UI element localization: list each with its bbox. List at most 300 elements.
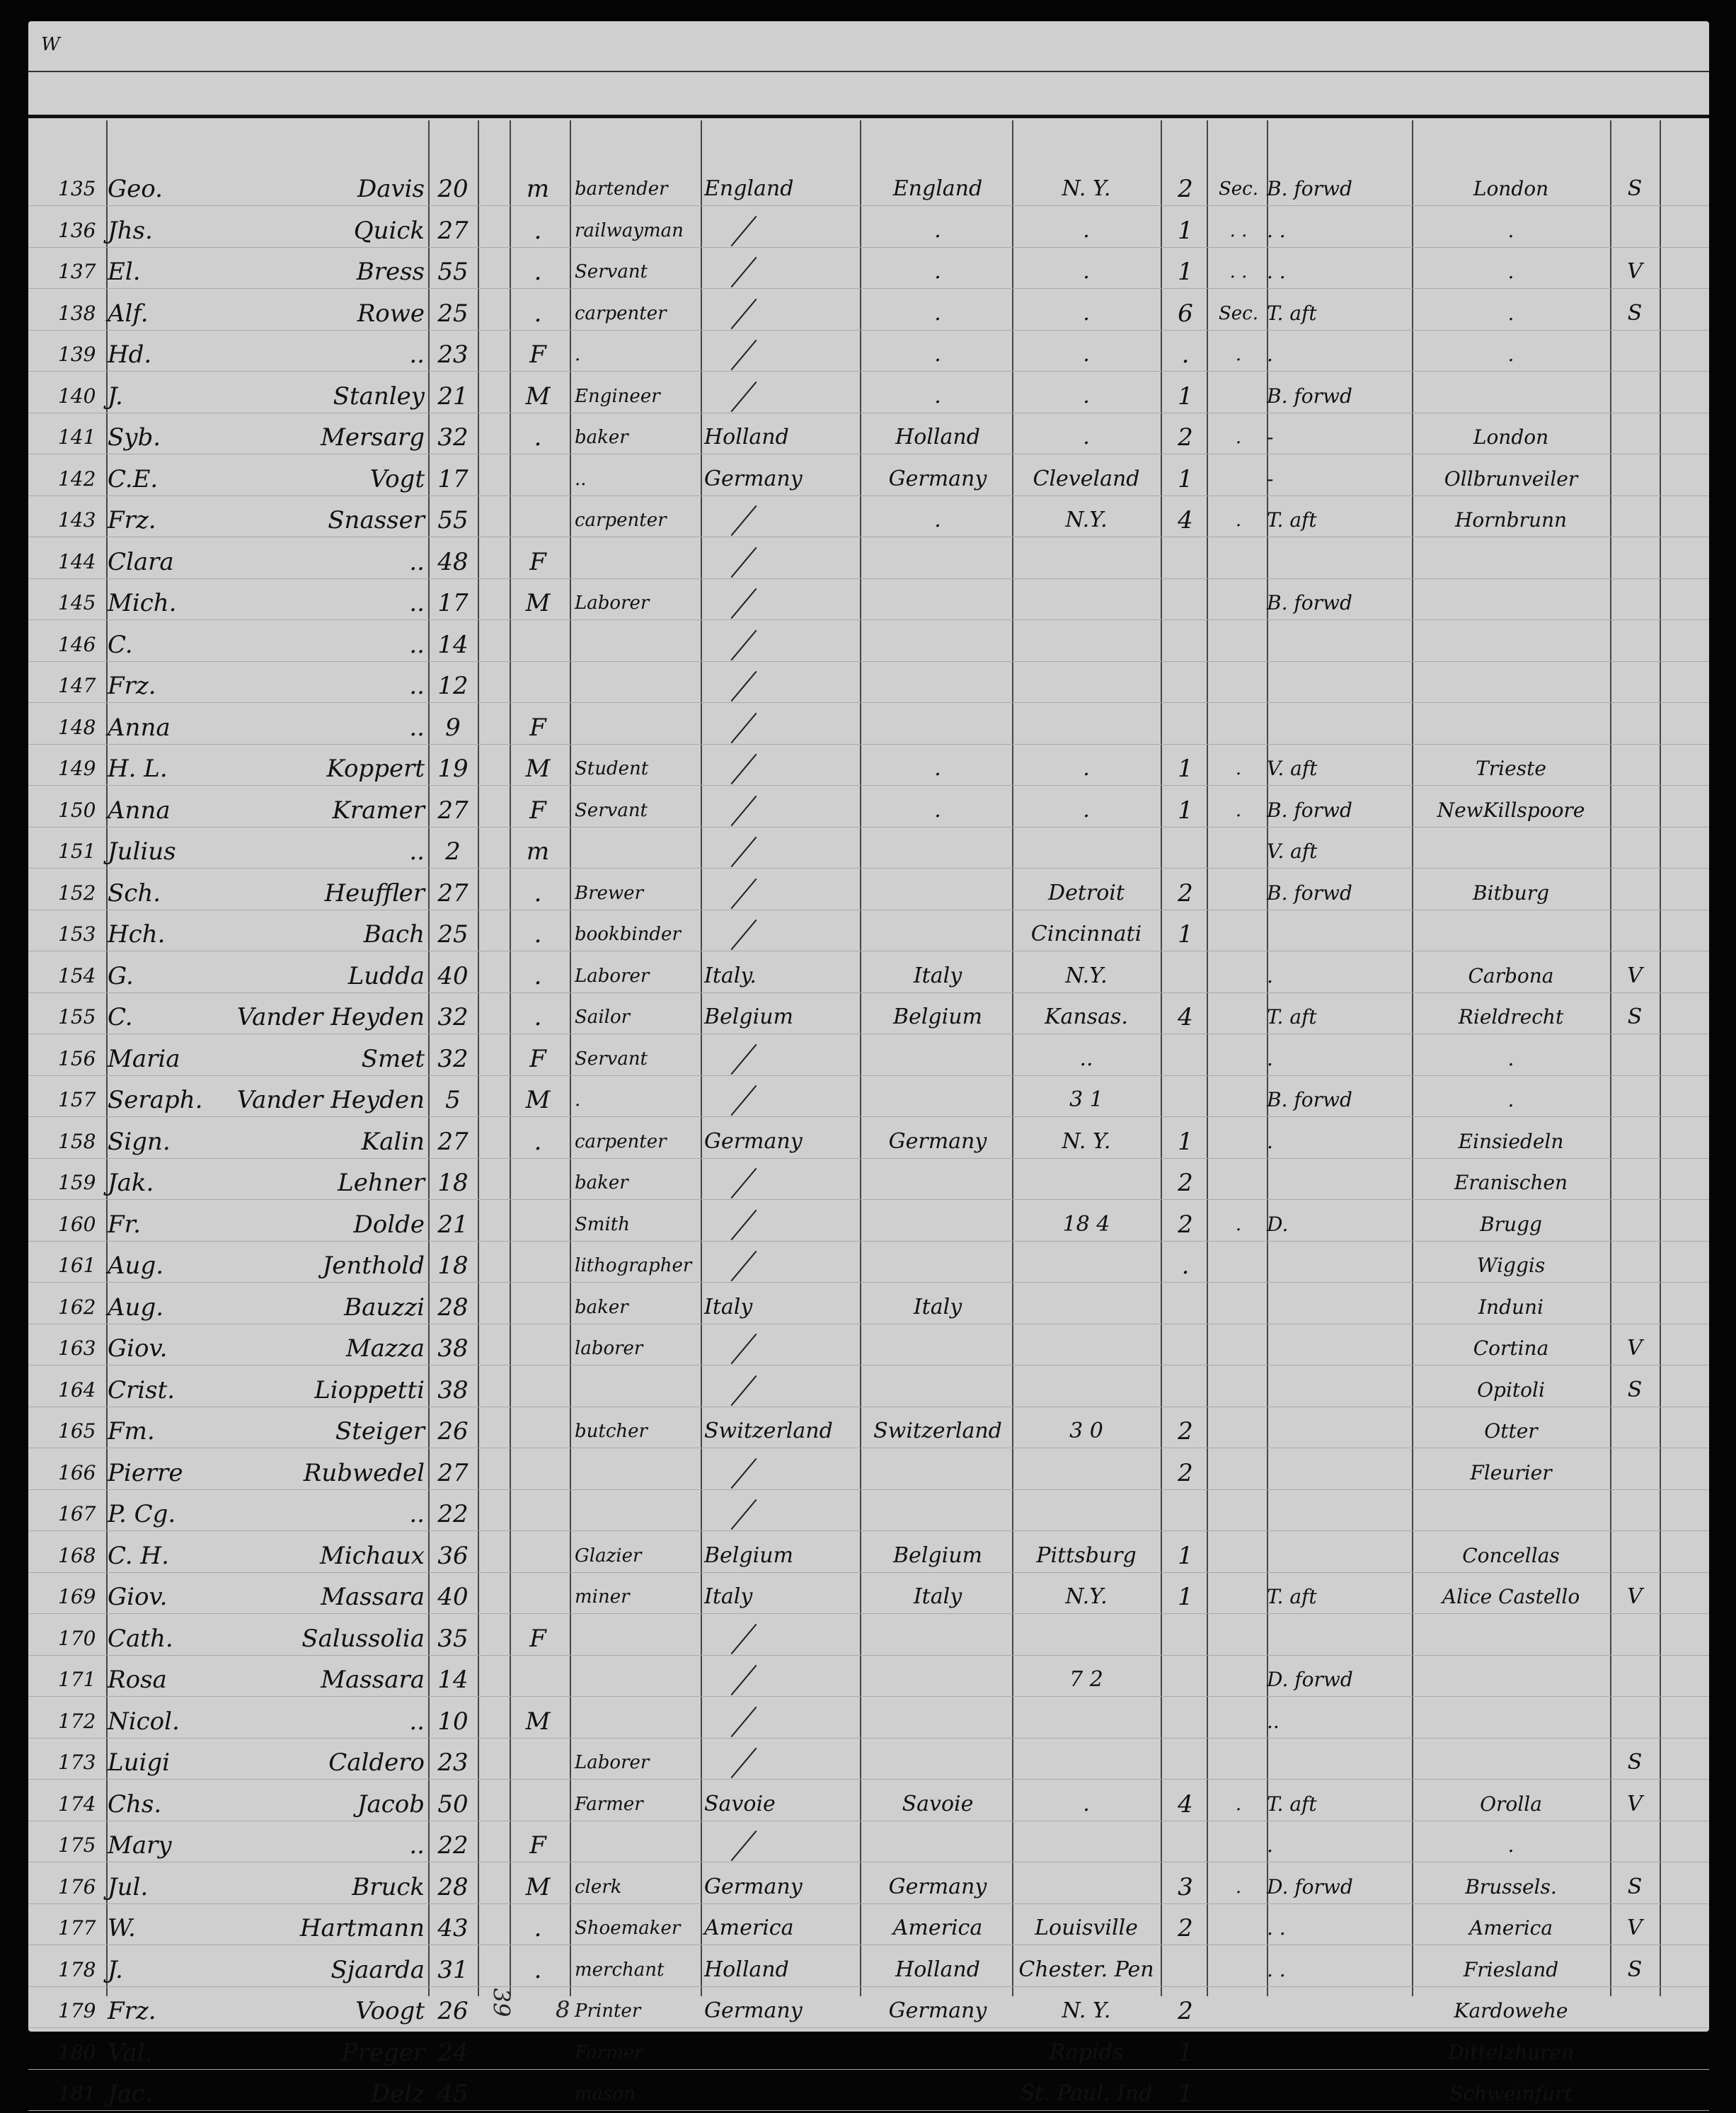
place-of-origin: Wiggis bbox=[1476, 1254, 1546, 1277]
given-name: Pierre bbox=[108, 1458, 183, 1487]
pieces: 1 bbox=[1178, 2038, 1193, 2067]
berth: B. forwd bbox=[1267, 1088, 1352, 1111]
sex: F bbox=[529, 1044, 546, 1073]
citizenship bbox=[704, 1164, 860, 1202]
sex bbox=[517, 667, 559, 705]
pieces: 1 bbox=[1178, 1541, 1193, 1570]
berth: T. aft bbox=[1267, 1005, 1317, 1029]
surname: Preger bbox=[341, 2038, 425, 2067]
table-row bbox=[28, 1743, 1709, 1782]
occupation: miner bbox=[575, 1586, 630, 1608]
place-of-origin: . bbox=[1507, 260, 1514, 283]
destination bbox=[1016, 1495, 1157, 1533]
country: . bbox=[934, 756, 941, 781]
berth: - bbox=[1267, 466, 1274, 491]
class bbox=[1210, 460, 1267, 498]
pieces: 3 bbox=[1178, 1872, 1193, 1901]
row-number: 178 bbox=[58, 1957, 96, 1981]
sex bbox=[517, 1495, 559, 1533]
berth: . . bbox=[1267, 260, 1286, 283]
row-number: 158 bbox=[58, 1129, 96, 1153]
class bbox=[1210, 1247, 1267, 1285]
sex bbox=[517, 501, 559, 539]
class bbox=[1210, 998, 1267, 1036]
row-number: 167 bbox=[58, 1502, 96, 1525]
place-of-origin: Orolla bbox=[1480, 1792, 1542, 1816]
place-of-origin: Carbona bbox=[1468, 963, 1554, 987]
place-of-origin: Induni bbox=[1478, 1295, 1544, 1319]
given-name: Maria bbox=[108, 1044, 180, 1073]
country: Belgium bbox=[893, 1004, 982, 1029]
marital-flag bbox=[1614, 1702, 1656, 1741]
citizenship bbox=[704, 1040, 860, 1078]
pieces: 2 bbox=[1178, 1417, 1193, 1445]
surname: Lehner bbox=[338, 1169, 425, 1197]
surname: Jenthold bbox=[322, 1252, 425, 1280]
row-number: 138 bbox=[58, 301, 96, 325]
given-name: Jul. bbox=[108, 1872, 149, 1901]
table-row bbox=[28, 1661, 1709, 1699]
marital-flag: S bbox=[1627, 1874, 1643, 1899]
berth: T. aft bbox=[1267, 1585, 1317, 1608]
destination: . bbox=[1083, 383, 1090, 408]
row-number: 166 bbox=[58, 1460, 96, 1484]
place-of-origin: Eranischen bbox=[1454, 1171, 1568, 1194]
marital-flag: V bbox=[1627, 259, 1643, 284]
occupation: Servant bbox=[575, 261, 648, 282]
marital-flag: S bbox=[1627, 300, 1643, 326]
class bbox=[1210, 874, 1267, 912]
given-name: Sign. bbox=[108, 1127, 171, 1156]
destination bbox=[1016, 1620, 1157, 1658]
occupation bbox=[575, 709, 702, 747]
surname: .. bbox=[409, 589, 425, 617]
class bbox=[1210, 1992, 1267, 2030]
sex bbox=[517, 1743, 559, 1782]
sex: . bbox=[534, 299, 542, 328]
marital-flag bbox=[1614, 2075, 1656, 2113]
country: Germany bbox=[888, 1128, 987, 1154]
table-row bbox=[28, 1909, 1709, 1947]
place-of-origin bbox=[1415, 1702, 1606, 1741]
pieces bbox=[1164, 1951, 1207, 1989]
row-number: 171 bbox=[58, 1668, 96, 1691]
given-name: Jhs. bbox=[108, 216, 153, 245]
destination: N.Y. bbox=[1065, 508, 1108, 532]
destination: . bbox=[1083, 217, 1090, 243]
class bbox=[1210, 1909, 1267, 1947]
place-of-origin: Kardowehe bbox=[1454, 1999, 1568, 2022]
place-of-origin: Einsiedeln bbox=[1458, 1129, 1564, 1153]
occupation: baker bbox=[575, 1296, 628, 1318]
destination bbox=[1016, 1164, 1157, 1202]
marital-flag bbox=[1614, 336, 1656, 374]
sex bbox=[517, 1206, 559, 1244]
age: 32 bbox=[437, 1003, 469, 1031]
occupation: Laborer bbox=[575, 1752, 650, 1773]
marital-flag bbox=[1614, 626, 1656, 664]
berth: B. forwd bbox=[1267, 591, 1352, 614]
pieces bbox=[1164, 543, 1207, 581]
age: 50 bbox=[437, 1790, 469, 1819]
table-row bbox=[28, 212, 1709, 250]
surname: Kalin bbox=[361, 1127, 425, 1156]
given-name: Mich. bbox=[108, 589, 177, 617]
sex: F bbox=[529, 1831, 546, 1860]
age: 23 bbox=[437, 1748, 469, 1777]
destination bbox=[1016, 626, 1157, 664]
citizenship bbox=[704, 1081, 860, 1119]
age: 12 bbox=[437, 672, 469, 700]
citizenship bbox=[704, 1743, 860, 1782]
country: Germany bbox=[888, 1874, 987, 1899]
given-name: Frz. bbox=[108, 506, 156, 534]
class bbox=[1210, 584, 1267, 622]
pieces bbox=[1164, 626, 1207, 664]
class: . . bbox=[1229, 219, 1248, 241]
marital-flag bbox=[1614, 1206, 1656, 1244]
country bbox=[863, 626, 1012, 664]
age: 25 bbox=[437, 920, 469, 949]
pieces bbox=[1164, 1702, 1207, 1741]
occupation: carpenter bbox=[575, 302, 667, 324]
berth bbox=[1267, 1247, 1408, 1285]
table-row bbox=[28, 1288, 1709, 1327]
place-of-origin: Bitburg bbox=[1472, 881, 1550, 905]
sex bbox=[517, 1371, 559, 1409]
sex: m bbox=[526, 837, 550, 866]
age: 23 bbox=[437, 340, 469, 369]
place-of-origin: Ollbrunveiler bbox=[1444, 466, 1578, 491]
row-number: 143 bbox=[58, 508, 96, 532]
place-of-origin bbox=[1415, 667, 1606, 705]
surname: Vogt bbox=[369, 464, 425, 493]
place-of-origin: Rieldrecht bbox=[1458, 1005, 1564, 1029]
surname: .. bbox=[409, 672, 425, 700]
place-of-origin bbox=[1415, 1661, 1606, 1699]
place-of-origin: Opitoli bbox=[1477, 1378, 1545, 1402]
table-row bbox=[28, 1620, 1709, 1658]
marital-flag bbox=[1614, 1247, 1656, 1285]
destination bbox=[1016, 1329, 1157, 1368]
berth bbox=[1267, 2034, 1408, 2072]
sex bbox=[517, 1578, 559, 1616]
given-name: C. bbox=[108, 630, 133, 659]
occupation: laborer bbox=[575, 1338, 643, 1359]
country bbox=[863, 1040, 1012, 1078]
surname: .. bbox=[409, 1831, 425, 1860]
marital-flag: V bbox=[1627, 1791, 1643, 1816]
berth bbox=[1267, 2075, 1408, 2113]
given-name: J. bbox=[108, 382, 123, 411]
country: . bbox=[934, 383, 941, 408]
pieces bbox=[1164, 1040, 1207, 1078]
country bbox=[863, 1826, 1012, 1865]
table-row bbox=[28, 1702, 1709, 1741]
age: 20 bbox=[437, 175, 469, 203]
table-row bbox=[28, 1992, 1709, 2030]
sex bbox=[517, 2034, 559, 2072]
destination bbox=[1016, 1454, 1157, 1492]
place-of-origin: Otter bbox=[1484, 1419, 1538, 1443]
given-name: G. bbox=[108, 961, 134, 990]
place-of-origin bbox=[1415, 832, 1606, 871]
citizenship: Holland bbox=[704, 1957, 789, 1982]
age: 21 bbox=[437, 1210, 469, 1239]
destination: Louisville bbox=[1035, 1916, 1138, 1940]
citizenship bbox=[704, 212, 860, 250]
occupation: Servant bbox=[575, 799, 648, 821]
class: . bbox=[1235, 799, 1242, 821]
citizenship bbox=[704, 667, 860, 705]
class bbox=[1210, 832, 1267, 871]
given-name: Mary bbox=[108, 1831, 172, 1860]
row-number: 176 bbox=[58, 1874, 96, 1899]
pieces: 1 bbox=[1178, 216, 1193, 245]
berth: V. aft bbox=[1267, 757, 1318, 780]
age: 40 bbox=[437, 1583, 469, 1611]
destination: Cleveland bbox=[1033, 466, 1140, 491]
row-number: 159 bbox=[58, 1171, 96, 1194]
citizenship bbox=[704, 791, 860, 830]
given-name: H. L. bbox=[108, 755, 168, 783]
occupation bbox=[575, 1702, 702, 1741]
sex bbox=[517, 626, 559, 664]
citizenship bbox=[704, 1206, 860, 1244]
class bbox=[1210, 2034, 1267, 2072]
berth: B. forwd bbox=[1267, 384, 1352, 408]
country bbox=[863, 1164, 1012, 1202]
surname: Stanley bbox=[333, 382, 425, 411]
pieces bbox=[1164, 1371, 1207, 1409]
destination bbox=[1016, 667, 1157, 705]
destination: N. Y. bbox=[1062, 1998, 1111, 2023]
berth: . bbox=[1267, 343, 1273, 366]
place-of-origin: NewKillspoore bbox=[1437, 798, 1585, 822]
row-number: 160 bbox=[58, 1212, 96, 1236]
class bbox=[1210, 1495, 1267, 1533]
row-number: 156 bbox=[58, 1046, 96, 1070]
country bbox=[863, 709, 1012, 747]
age: 18 bbox=[437, 1169, 469, 1197]
row-number: 180 bbox=[58, 2040, 96, 2064]
place-of-origin: . bbox=[1507, 1088, 1514, 1111]
marital-flag bbox=[1614, 1164, 1656, 1202]
country bbox=[863, 1661, 1012, 1699]
age: 17 bbox=[437, 589, 469, 617]
marital-flag bbox=[1614, 377, 1656, 416]
place-of-origin: . bbox=[1507, 301, 1514, 325]
sex bbox=[517, 1785, 559, 1823]
given-name: Giov. bbox=[108, 1583, 168, 1611]
destination bbox=[1016, 1247, 1157, 1285]
marital-flag bbox=[1614, 791, 1656, 830]
country: Italy bbox=[913, 963, 962, 988]
table-row bbox=[28, 874, 1709, 912]
country bbox=[863, 1620, 1012, 1658]
surname: .. bbox=[409, 1500, 425, 1528]
row-number: 146 bbox=[58, 632, 96, 656]
citizenship bbox=[704, 253, 860, 291]
given-name: Giov. bbox=[108, 1334, 168, 1363]
occupation bbox=[575, 543, 702, 581]
citizenship bbox=[704, 915, 860, 954]
country: Switzerland bbox=[873, 1419, 1002, 1443]
citizenship bbox=[704, 377, 860, 416]
pieces bbox=[1164, 832, 1207, 871]
given-name: P. Cg. bbox=[108, 1500, 176, 1528]
citizenship: Holland bbox=[704, 425, 789, 449]
row-number: 169 bbox=[58, 1585, 96, 1608]
pieces: 2 bbox=[1178, 1169, 1193, 1197]
given-name: Rosa bbox=[108, 1666, 167, 1694]
destination: 18 4 bbox=[1062, 1211, 1110, 1237]
place-of-origin: Brussels. bbox=[1465, 1874, 1557, 1899]
row-number: 140 bbox=[58, 384, 96, 408]
pieces bbox=[1164, 957, 1207, 995]
sex: . bbox=[534, 878, 542, 907]
table-row bbox=[28, 1247, 1709, 1285]
country bbox=[863, 584, 1012, 622]
country bbox=[863, 915, 1012, 954]
class bbox=[1210, 1951, 1267, 1989]
destination: . bbox=[1083, 342, 1090, 367]
marital-flag bbox=[1614, 418, 1656, 457]
country bbox=[863, 2034, 1012, 2072]
given-name: El. bbox=[108, 258, 141, 286]
age: 27 bbox=[437, 216, 469, 245]
marital-flag bbox=[1614, 1081, 1656, 1119]
berth bbox=[1267, 915, 1408, 954]
berth bbox=[1267, 1620, 1408, 1658]
marital-flag: S bbox=[1627, 176, 1643, 201]
destination: 3 0 bbox=[1069, 1419, 1103, 1443]
sex: . bbox=[534, 961, 542, 990]
occupation: Laborer bbox=[575, 592, 650, 614]
berth: B. forwd bbox=[1267, 798, 1352, 822]
row-number: 163 bbox=[58, 1336, 96, 1360]
age: 32 bbox=[437, 423, 469, 452]
row-number: 137 bbox=[58, 260, 96, 283]
pieces: 1 bbox=[1178, 464, 1193, 493]
row-number: 157 bbox=[58, 1088, 96, 1111]
surname: Ludda bbox=[347, 961, 425, 990]
given-name: Frz. bbox=[108, 1997, 156, 2025]
surname: Hartmann bbox=[299, 1914, 425, 1942]
pieces: 2 bbox=[1178, 1914, 1193, 1942]
class bbox=[1210, 1040, 1267, 1078]
sex: M bbox=[525, 382, 551, 411]
occupation: Student bbox=[575, 758, 649, 779]
row-number: 136 bbox=[58, 218, 96, 242]
given-name: Syb. bbox=[108, 423, 161, 452]
occupation: bookbinder bbox=[575, 924, 681, 945]
row-number: 145 bbox=[58, 591, 96, 614]
row-number: 144 bbox=[58, 549, 96, 573]
citizenship bbox=[704, 336, 860, 374]
berth: B. forwd bbox=[1267, 177, 1352, 200]
place-of-origin bbox=[1415, 1620, 1606, 1658]
manifest-sheet bbox=[28, 21, 1709, 2108]
occupation: Printer bbox=[575, 2000, 641, 2022]
given-name: Frz. bbox=[108, 672, 156, 700]
pieces: 4 bbox=[1178, 1790, 1193, 1819]
berth: T. aft bbox=[1267, 508, 1317, 532]
class bbox=[1210, 1081, 1267, 1119]
place-of-origin: America bbox=[1468, 1916, 1553, 1940]
place-of-origin: Cortina bbox=[1473, 1336, 1549, 1360]
surname: .. bbox=[409, 837, 425, 866]
class bbox=[1210, 1164, 1267, 1202]
destination: . bbox=[1083, 259, 1090, 284]
surname: Dolde bbox=[353, 1210, 425, 1239]
berth: . . bbox=[1267, 218, 1286, 242]
citizenship bbox=[704, 1329, 860, 1368]
place-of-origin bbox=[1415, 709, 1606, 747]
place-of-origin: Dittelzhuren bbox=[1447, 2040, 1575, 2064]
class bbox=[1210, 957, 1267, 995]
country bbox=[863, 1247, 1012, 1285]
marital-flag: S bbox=[1627, 1377, 1643, 1402]
table-row bbox=[28, 418, 1709, 457]
destination: .. bbox=[1079, 1046, 1093, 1071]
table-row bbox=[28, 1040, 1709, 1078]
class bbox=[1210, 1620, 1267, 1658]
marital-flag bbox=[1614, 584, 1656, 622]
age: 27 bbox=[437, 1458, 469, 1487]
given-name: Hch. bbox=[108, 920, 166, 949]
destination bbox=[1016, 543, 1157, 581]
citizenship bbox=[704, 294, 860, 333]
given-name: Luigi bbox=[108, 1748, 170, 1777]
sex: . bbox=[534, 216, 542, 245]
table-row bbox=[28, 1412, 1709, 1450]
destination bbox=[1016, 584, 1157, 622]
age: 25 bbox=[437, 299, 469, 328]
row-number: 173 bbox=[58, 1751, 96, 1774]
given-name: J. bbox=[108, 1955, 123, 1984]
surname: Snasser bbox=[328, 506, 425, 534]
destination bbox=[1016, 1288, 1157, 1327]
destination bbox=[1016, 832, 1157, 871]
given-name: Chs. bbox=[108, 1790, 162, 1819]
pieces: 4 bbox=[1178, 1003, 1193, 1031]
class bbox=[1210, 1537, 1267, 1575]
row-number: 147 bbox=[58, 674, 96, 697]
occupation: carpenter bbox=[575, 510, 667, 531]
class bbox=[1210, 2075, 1267, 2113]
sex: F bbox=[529, 1624, 546, 1653]
country bbox=[863, 1743, 1012, 1782]
place-of-origin: Fleurier bbox=[1470, 1460, 1552, 1484]
class: Sec. bbox=[1218, 302, 1259, 324]
berth: .. bbox=[1267, 1709, 1280, 1733]
table-row bbox=[28, 1951, 1709, 1989]
country: . bbox=[934, 217, 941, 243]
place-of-origin: . bbox=[1507, 218, 1514, 242]
citizenship: Italy bbox=[704, 1584, 753, 1609]
country: Italy bbox=[913, 1584, 962, 1609]
marital-flag bbox=[1614, 501, 1656, 539]
berth bbox=[1267, 543, 1408, 581]
place-of-origin: Schweinfurt bbox=[1449, 2082, 1573, 2105]
occupation bbox=[575, 1620, 702, 1658]
class bbox=[1210, 1123, 1267, 1161]
occupation bbox=[575, 626, 702, 664]
citizenship: Germany bbox=[704, 1998, 803, 2023]
citizenship bbox=[704, 1826, 860, 1865]
age: 27 bbox=[437, 1127, 469, 1156]
